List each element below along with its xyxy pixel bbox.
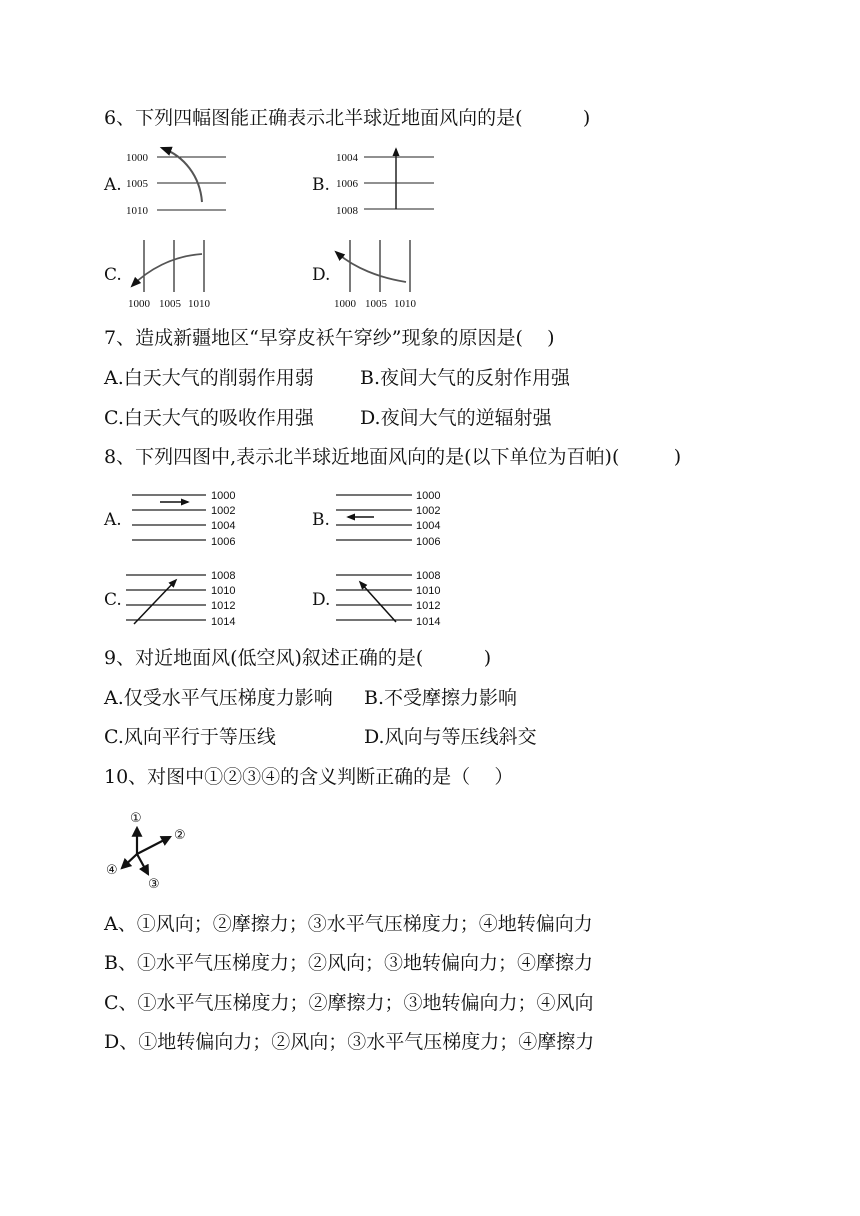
q8b-tick-1: 1000 bbox=[416, 490, 441, 502]
q8a-tick-3: 1004 bbox=[211, 520, 236, 532]
q6-option-c-label: C. bbox=[104, 265, 122, 285]
q6a-wind-arrow bbox=[162, 148, 202, 202]
q6b-tick-2: 1006 bbox=[336, 178, 358, 190]
q7-option-c: C.白天大气的吸收作用强 bbox=[104, 407, 314, 429]
question-6-stem: 6、下列四幅图能正确表示北半球近地面风向的是( ) bbox=[104, 107, 591, 129]
q6c-tick-1: 1000 bbox=[128, 298, 150, 310]
q6d-tick-3: 1010 bbox=[394, 298, 416, 310]
q10-marker-4: ④ bbox=[106, 863, 118, 878]
q10-arrow-4 bbox=[122, 854, 137, 868]
q6-figure-b bbox=[334, 146, 444, 216]
q8d-tick-4: 1014 bbox=[416, 616, 441, 628]
q7-option-d: D.夜间大气的逆辐射强 bbox=[360, 407, 552, 429]
q6-figure-c bbox=[124, 240, 224, 312]
q9-option-b: B.不受摩擦力影响 bbox=[364, 687, 518, 709]
q6-figure-a bbox=[124, 146, 234, 216]
q10-arrow-3 bbox=[137, 854, 148, 874]
q7-option-b: B.夜间大气的反射作用强 bbox=[360, 367, 571, 389]
q8b-tick-4: 1006 bbox=[416, 536, 441, 548]
q8a-tick-4: 1006 bbox=[211, 536, 236, 548]
q6d-tick-2: 1005 bbox=[365, 298, 387, 310]
q8c-tick-4: 1014 bbox=[211, 616, 236, 628]
q6c-tick-3: 1010 bbox=[188, 298, 210, 310]
q8-figure-b bbox=[334, 488, 454, 552]
q8c-tick-2: 1010 bbox=[211, 585, 236, 597]
q8d-tick-2: 1010 bbox=[416, 585, 441, 597]
q8b-tick-2: 1002 bbox=[416, 505, 441, 517]
q7-option-a: A.白天大气的削弱作用弱 bbox=[104, 367, 314, 389]
q8-option-b-label: B. bbox=[312, 510, 330, 530]
q8c-wind-arrow bbox=[134, 580, 176, 624]
q8-figure-c bbox=[124, 568, 248, 632]
q10-marker-1: ① bbox=[130, 811, 142, 826]
q9-option-d: D.风向与等压线斜交 bbox=[364, 726, 537, 748]
q10-marker-3: ③ bbox=[148, 877, 160, 892]
q8-option-a-label: A. bbox=[104, 510, 122, 530]
q10-option-c: C、①水平气压梯度力；②摩擦力；③地转偏向力；④风向 bbox=[104, 992, 594, 1014]
q6b-tick-1: 1004 bbox=[336, 152, 358, 164]
q8-figure-d bbox=[334, 568, 458, 632]
q8c-tick-1: 1008 bbox=[211, 570, 236, 582]
q8a-tick-2: 1002 bbox=[211, 505, 236, 517]
q9-option-c: C.风向平行于等压线 bbox=[104, 726, 276, 748]
q6a-tick-3: 1010 bbox=[126, 205, 148, 217]
q8d-tick-3: 1012 bbox=[416, 600, 441, 612]
q8-option-c-label: C. bbox=[104, 590, 122, 610]
question-9-stem: 9、对近地面风(低空风)叙述正确的是( ) bbox=[104, 647, 492, 669]
q8d-wind-arrow bbox=[360, 582, 396, 622]
q10-option-a: A、①风向；②摩擦力；③水平气压梯度力；④地转偏向力 bbox=[104, 913, 593, 935]
q8-figure-a bbox=[130, 488, 250, 552]
q6-option-a-label: A. bbox=[104, 175, 122, 195]
q6a-tick-1: 1000 bbox=[126, 152, 148, 164]
q6c-wind-arrow bbox=[132, 254, 202, 286]
q8a-tick-1: 1000 bbox=[211, 490, 236, 502]
q10-marker-2: ② bbox=[174, 828, 186, 843]
q8b-tick-3: 1004 bbox=[416, 520, 441, 532]
q6b-tick-3: 1008 bbox=[336, 205, 358, 217]
q8c-tick-3: 1012 bbox=[211, 600, 236, 612]
q6-option-b-label: B. bbox=[312, 175, 330, 195]
question-8-stem: 8、下列四图中,表示北半球近地面风向的是(以下单位为百帕)( ) bbox=[104, 446, 682, 468]
question-7-stem: 7、造成新疆地区“早穿皮袄午穿纱”现象的原因是( ) bbox=[104, 327, 555, 349]
q10-option-b: B、①水平气压梯度力；②风向；③地转偏向力；④摩擦力 bbox=[104, 952, 593, 974]
q10-force-diagram bbox=[100, 808, 200, 892]
q6-figure-d bbox=[330, 240, 430, 312]
q8d-tick-1: 1008 bbox=[416, 570, 441, 582]
q6-option-d-label: D. bbox=[312, 265, 331, 285]
q6a-tick-2: 1005 bbox=[126, 178, 148, 190]
q6d-tick-1: 1000 bbox=[334, 298, 356, 310]
q10-option-d: D、①地转偏向力；②风向；③水平气压梯度力；④摩擦力 bbox=[104, 1031, 595, 1053]
q6d-wind-arrow bbox=[336, 252, 406, 282]
q10-arrow-2 bbox=[137, 837, 170, 854]
q8-option-d-label: D. bbox=[312, 590, 331, 610]
question-10-stem: 10、对图中①②③④的含义判断正确的是（ ） bbox=[104, 766, 514, 788]
q6c-tick-2: 1005 bbox=[159, 298, 181, 310]
q9-option-a: A.仅受水平气压梯度力影响 bbox=[104, 687, 333, 709]
